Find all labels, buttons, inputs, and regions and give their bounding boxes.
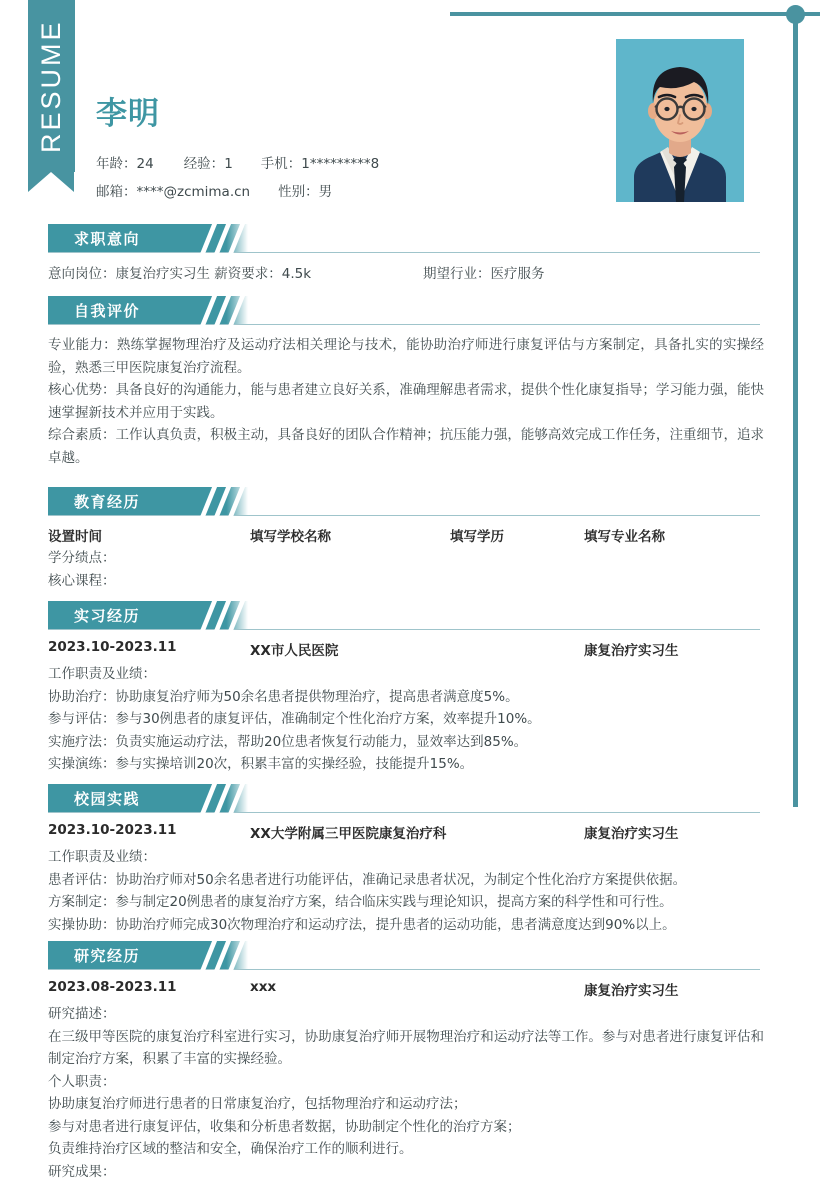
internship-role: 康复治疗实习生 [584, 639, 679, 659]
research-duty-item: 参与对患者进行康复评估，收集和分析患者数据，协助制定个性化的治疗方案； [48, 1116, 764, 1139]
education-col-degree: 填写学历 [450, 525, 504, 545]
research-body [48, 970, 764, 1183]
education-table-header [48, 525, 764, 547]
research-results-label-cutoff: 研究成果： [48, 1161, 764, 1183]
education-body [48, 516, 764, 592]
phone-value: 1*********8 [301, 156, 379, 172]
section-banner-campus-practice [48, 784, 200, 812]
education-col-school: 填写学校名称 [250, 525, 331, 545]
section-campus-practice [0, 784, 820, 936]
education-col-major: 填写专业名称 [584, 525, 665, 545]
section-banner-education [48, 487, 200, 515]
internship-item: 协助治疗：协助康复治疗师为50余名患者提供物理治疗，提高患者满意度5%。 [48, 686, 764, 709]
internship-item: 实操演练：参与实操培训20次，积累丰富的实操经验，技能提升15%。 [48, 753, 764, 776]
job-intent-row [48, 262, 764, 282]
research-desc-label: 研究描述： [48, 1003, 764, 1026]
section-banner-job-intent [48, 224, 200, 252]
internship-entry-header [48, 639, 764, 663]
self-eval-paragraph: 专业能力：熟练掌握物理治疗及运动疗法相关理论与技术，能协助治疗师进行康复评估与方案制定，具备扎实的实操经验，熟悉三甲医院康复治疗流程。 [48, 334, 764, 379]
avatar [616, 39, 744, 202]
banner-stripes-icon [200, 224, 248, 252]
internship-organization: XX市人民医院 [250, 639, 338, 659]
section-title-education: 教育经历 [74, 491, 140, 512]
campus-organization: XX大学附属三甲医院康复治疗科 [250, 822, 446, 842]
gender-value: 男 [319, 184, 333, 200]
section-title-job-intent: 求职意向 [74, 228, 140, 249]
banner-stripes-icon [200, 941, 248, 969]
campus-subtitle: 工作职责及业绩： [48, 846, 764, 869]
research-description: 在三级甲等医院的康复治疗科室进行实习，协助康复治疗师开展物理治疗和运动疗法等工作。参与对患者进行康复评估和制定治疗方案，积累了丰富的实操经验。 [48, 1026, 764, 1071]
banner-stripes-icon [200, 487, 248, 515]
section-title-campus-practice: 校园实践 [74, 788, 140, 809]
internship-item: 实施疗法：负责实施运动疗法，帮助20位患者恢复行动能力，显效率达到85%。 [48, 731, 764, 754]
research-organization: xxx [250, 979, 276, 995]
campus-item: 患者评估：协助治疗师对50余名患者进行功能评估，准确记录患者状况，为制定个性化治疗方案提供依据。 [48, 869, 764, 892]
internship-body [48, 630, 764, 776]
age-label: 年龄： [96, 156, 137, 172]
job-intent-right: 期望行业：医疗服务 [423, 262, 545, 282]
gender-label: 性别： [278, 184, 319, 200]
internship-item: 参与评估：参与30例患者的康复评估，准确制定个性化治疗方案，效率提升10%。 [48, 708, 764, 731]
internship-period: 2023.10-2023.11 [48, 639, 177, 655]
education-col-time: 设置时间 [48, 525, 102, 545]
section-title-internship: 实习经历 [74, 605, 140, 626]
self-eval-paragraph: 综合素质：工作认真负责，积极主动，具备良好的团队合作精神；抗压能力强，能够高效完成工作任务，注重细节，追求卓越。 [48, 424, 764, 469]
campus-item: 方案制定：参与制定20例患者的康复治疗方案，结合临床实践与理论知识，提高方案的科学性和可行性。 [48, 891, 764, 914]
banner-stripes-icon [200, 296, 248, 324]
research-entry-header [48, 979, 764, 1003]
section-self-evaluation [0, 296, 820, 469]
section-internship [0, 601, 820, 776]
email-label: 邮箱： [96, 184, 137, 200]
research-period: 2023.08-2023.11 [48, 979, 177, 995]
banner-stripes-icon [200, 784, 248, 812]
internship-subtitle: 工作职责及业绩： [48, 663, 764, 686]
experience-value: 1 [224, 156, 233, 172]
education-gpa-line: 学分绩点： [48, 547, 764, 570]
campus-item: 实操协助：协助治疗师完成30次物理治疗和运动疗法，提升患者的运动功能，患者满意度达到90%以上。 [48, 914, 764, 937]
corner-dot-icon [786, 5, 805, 24]
header-horizontal-line [450, 12, 820, 16]
resume-ribbon-tip [28, 172, 74, 192]
campus-period: 2023.10-2023.11 [48, 822, 177, 838]
campus-entry-header [48, 822, 764, 846]
research-duty-label: 个人职责： [48, 1071, 764, 1094]
experience-label: 经验： [184, 156, 225, 172]
section-title-research: 研究经历 [74, 945, 140, 966]
self-eval-paragraph: 核心优势：具备良好的沟通能力，能与患者建立良好关系，准确理解患者需求，提供个性化康复指导；学习能力强，能快速掌握新技术并应用于实践。 [48, 379, 764, 424]
section-research [0, 941, 820, 1183]
campus-practice-body [48, 813, 764, 936]
job-intent-left: 意向岗位：康复治疗实习生 薪资要求：4.5k [48, 266, 311, 282]
section-title-self-evaluation: 自我评价 [74, 300, 140, 321]
email-value: ****@zcmima.cn [137, 184, 251, 200]
research-duty-item: 协助康复治疗师进行患者的日常康复治疗，包括物理治疗和运动疗法； [48, 1093, 764, 1116]
phone-label: 手机： [261, 156, 302, 172]
section-education [0, 487, 820, 592]
section-job-intent [0, 224, 820, 282]
candidate-name: 李明 [96, 88, 160, 133]
age-value: 24 [137, 156, 154, 172]
header-meta-row-1 [96, 152, 379, 172]
resume-ribbon-label: RESUME [28, 0, 75, 172]
self-evaluation-body [48, 325, 764, 469]
header-meta-row-2 [96, 180, 332, 200]
profile-photo-icon [616, 39, 744, 202]
job-intent-body [48, 253, 764, 282]
section-banner-internship [48, 601, 200, 629]
research-duty-item: 负责维持治疗区域的整洁和安全，确保治疗工作的顺利进行。 [48, 1138, 764, 1161]
section-banner-research [48, 941, 200, 969]
banner-stripes-icon [200, 601, 248, 629]
research-role: 康复治疗实习生 [584, 979, 679, 999]
campus-role: 康复治疗实习生 [584, 822, 679, 842]
section-banner-self-evaluation [48, 296, 200, 324]
education-courses-line: 核心课程： [48, 570, 764, 593]
